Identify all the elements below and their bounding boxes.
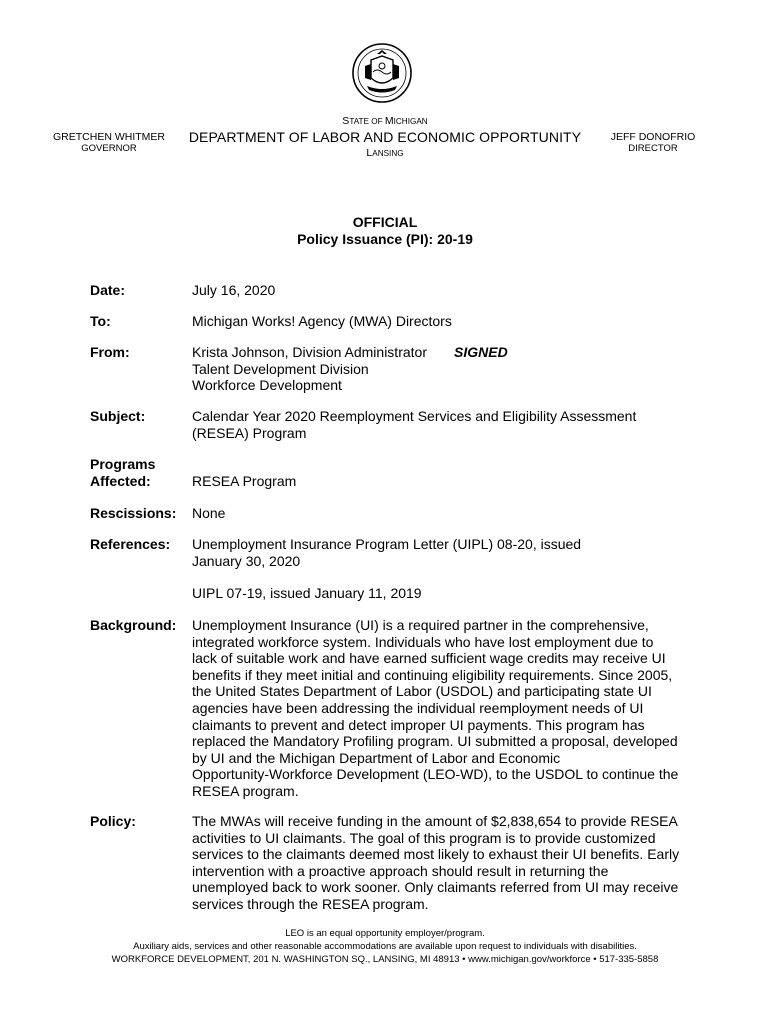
city-name: LANSING: [366, 147, 404, 159]
director-title: DIRECTOR: [628, 143, 678, 154]
background-label: Background:: [90, 617, 177, 633]
policy-line: unemployed back to work sooner. Only claimants referred from UI may receive: [192, 879, 679, 896]
state-name: STATE OF MICHIGAN: [342, 115, 428, 127]
footer-equal-opportunity: LEO is an equal opportunity employer/program.: [285, 928, 485, 939]
footer-contact: WORKFORCE DEVELOPMENT, 201 N. WASHINGTON SQ., LANSING, MI 48913 • www.michigan.gov/workforce • 517-335-5858: [111, 953, 659, 965]
rescissions-label: Rescissions:: [90, 505, 177, 521]
subject-line: (RESEA) Program: [192, 424, 307, 441]
date-value: July 16, 2020: [192, 282, 276, 298]
background-line: claimants to prevent and detect improper UI payments. This program has: [192, 716, 645, 733]
date-label: Date:: [90, 282, 126, 298]
background-line: RESEA program.: [192, 782, 299, 799]
policy-line: intervention with a proactive approach should result in returning the: [192, 862, 609, 879]
from-value: [192, 344, 682, 394]
programs-label-line: Programs: [90, 456, 156, 472]
signed-mark: SIGNED: [454, 344, 508, 360]
policy-text: [192, 813, 682, 913]
policy-line: services through the RESEA program.: [192, 895, 429, 912]
background-line: benefits if they meet initial and continuing eligibility requirements. Since 2005,: [192, 666, 673, 683]
background-line: Opportunity-Workforce Development (LEO-WD), to the USDOL to continue the: [192, 766, 679, 783]
subject-value: [192, 408, 682, 441]
from-line: Workforce Development: [192, 377, 342, 394]
footer-accommodations: Auxiliary aids, services and other reasonable accommodations are available upon request to individuals with disabilities.: [133, 940, 637, 952]
background-line: Unemployment Insurance (UI) is a required partner in the comprehensive,: [192, 617, 649, 633]
footer: [0, 928, 770, 966]
governor-title: GOVERNOR: [81, 143, 137, 154]
reference-line: Unemployment Insurance Program Letter (UIPL) 08-20, issued: [192, 536, 582, 552]
policy-line: The MWAs will receive funding in the amount of $2,838,654 to provide RESEA: [192, 813, 678, 829]
background-line: replaced the Mandatory Profiling program. UI submitted a proposal, developed: [192, 733, 678, 750]
reference-line: UIPL 07-19, issued January 11, 2019: [192, 585, 422, 602]
background-line: the United States Department of Labor (USDOL) and participating state UI: [192, 683, 652, 700]
background-line: agencies have been addressing the individual reemployment needs of UI: [192, 699, 644, 716]
programs-label-line: Affected:: [90, 472, 151, 489]
title-official: OFFICIAL: [352, 214, 418, 230]
background-line: integrated workforce system. Individuals who have lost employment due to: [192, 633, 654, 650]
from-line: Krista Johnson, Division Administrator: [192, 344, 427, 360]
state-seal-icon: [351, 42, 413, 104]
to-value: Michigan Works! Agency (MWA) Directors: [192, 313, 452, 329]
references-label: References:: [90, 536, 171, 552]
governor-name: GRETCHEN WHITMER: [53, 131, 165, 143]
rescissions-value: None: [192, 505, 226, 521]
title-policy-number: Policy Issuance (PI): 20-19: [297, 231, 473, 247]
programs-affected-label: [90, 456, 190, 489]
references-value: [192, 536, 682, 602]
to-label: To:: [90, 313, 111, 329]
document-title: [0, 214, 770, 248]
reference-line: January 30, 2020: [192, 552, 301, 569]
director-name: JEFF DONOFRIO: [610, 131, 696, 143]
subject-line: Calendar Year 2020 Reemployment Services and Eligibility Assessment: [192, 408, 637, 424]
background-line: by UI and the Michigan Department of Labor and Economic: [192, 749, 561, 766]
from-line: Talent Development Division: [192, 360, 369, 377]
from-label: From:: [90, 344, 130, 360]
background-text: [192, 617, 682, 800]
policy-label: Policy:: [90, 813, 136, 829]
background-line: lack of suitable work and have earned sufficient wage credits may receive UI: [192, 650, 666, 667]
policy-line: services to the claimants deemed most likely to exhaust their UI benefits. Early: [192, 846, 680, 863]
governor-block: [40, 131, 178, 155]
department-name: DEPARTMENT OF LABOR AND ECONOMIC OPPORTUNITY: [188, 129, 582, 145]
director-block: [594, 131, 712, 155]
policy-line: activities to UI claimants. The goal of this program is to provide customized: [192, 829, 656, 846]
programs-affected-value: RESEA Program: [192, 472, 297, 489]
subject-label: Subject:: [90, 408, 146, 424]
